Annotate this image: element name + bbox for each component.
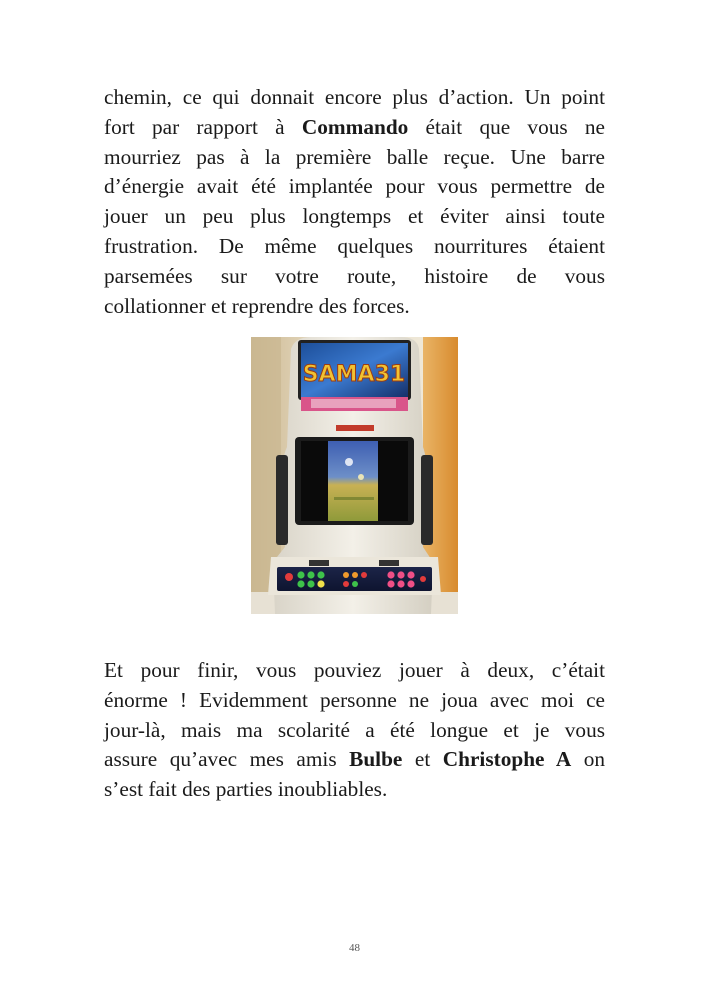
text-line: d’énergie avait été implantée pour vous permettre de: [104, 174, 605, 199]
text-line: mourriez pas à la première balle reçue. Une barre: [104, 144, 605, 169]
paragraph-1: [104, 83, 605, 321]
text-line: énorme ! Evidemment personne ne joua avec moi ce: [104, 687, 605, 712]
text-line: Et pour finir, vous pouviez jouer à deux, c’était: [104, 658, 605, 682]
bold-commando: Commando: [301, 114, 409, 139]
text-line: s’est fait des parties inoubliables.: [104, 777, 388, 802]
text-line: chemin, ce qui donnait encore plus d’action. Un point: [104, 85, 605, 109]
text-line: jouer un peu plus longtemps et éviter ainsi toute: [104, 204, 605, 229]
text-line: parsemées sur votre route, histoire de vous: [104, 263, 605, 288]
bold-bulbe: Bulbe: [349, 747, 403, 772]
arcade-cabinet-photo: [251, 337, 458, 614]
text-line: collationner et reprendre des forces.: [104, 293, 410, 318]
text-line: jour-là, mais ma scolarité a été longue et je vous: [104, 717, 605, 742]
text-line: fort par rapport à Commando était que vous ne: [104, 114, 605, 139]
bold-christophe-a: Christophe A: [442, 747, 572, 772]
paragraph-2: [104, 656, 605, 805]
text-line: assure qu’avec mes amis Bulbe et Christophe A on: [104, 747, 605, 772]
arcade-cabinet-illustration: [251, 337, 458, 614]
page-number: 48: [349, 942, 360, 954]
marquee-title: SAMA31: [302, 362, 406, 387]
text-line: frustration. De même quelques nourritures étaient: [104, 233, 605, 258]
